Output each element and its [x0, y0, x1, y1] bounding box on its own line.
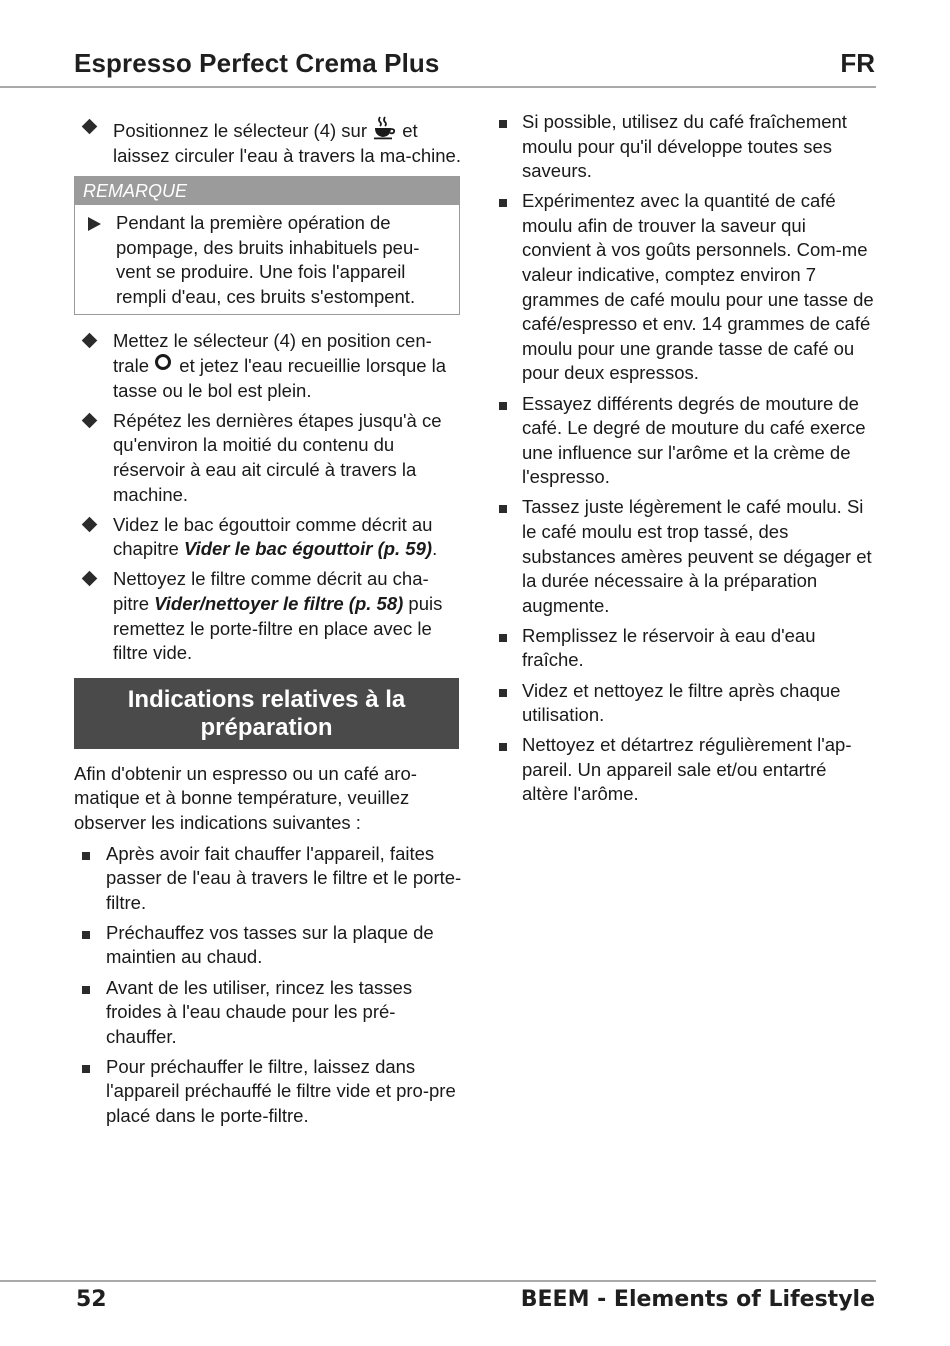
tip-item	[74, 921, 464, 970]
step-text: et jetez l'eau recueillie lorsque la tasse ou le bol est plein.	[113, 355, 447, 401]
section-heading: Indications relatives à la préparation	[74, 678, 459, 749]
tip-text: Pour préchauffer le filtre, laissez dans l'appareil préchauffé le filtre vide et pro-pre placé dans le porte-filtre.	[106, 1055, 456, 1126]
tip-text: Préchauffez vos tasses sur la plaque de maintien au chaud.	[106, 921, 434, 968]
tip-text: Nettoyez et détartrez régulièrement l'ap-pareil. Un appareil sale et/ou entartré altère l'arôme.	[522, 734, 852, 805]
tip-text: Essayez différents degrés de mouture de café. Le degré de mouture du café exerce une influence sur l'arôme et la crème de l'espresso.	[522, 392, 866, 488]
tip-item	[497, 624, 877, 673]
square-bullet-icon	[82, 931, 90, 939]
step-item	[74, 329, 464, 404]
triangle-bullet-icon	[88, 217, 101, 231]
square-bullet-icon	[499, 199, 507, 207]
square-bullet-icon	[499, 120, 507, 128]
tip-text: Videz et nettoyez le filtre après chaque utilisation.	[522, 679, 841, 726]
tip-item	[74, 976, 464, 1050]
step-item	[74, 115, 464, 168]
square-bullet-icon	[499, 743, 507, 751]
note-title: REMARQUE	[75, 177, 459, 205]
step-text: .	[432, 538, 438, 560]
tip-text: Après avoir fait chauffer l'appareil, faites passer de l'eau à travers le filtre et le porte-filtre.	[106, 842, 462, 913]
step-text: Répétez les dernières étapes jusqu'à ce qu'environ la moitié du contenu du réservoir à eau ait circulé à travers la machine.	[113, 409, 442, 505]
tip-item	[497, 189, 877, 386]
step-text: Positionnez le sélecteur (4) sur	[113, 120, 373, 141]
tip-text: Remplissez le réservoir à eau d'eau fraîche.	[522, 624, 816, 671]
step-text: Mettez le sélecteur (4) en position cen-trale	[113, 329, 432, 377]
circle-icon	[154, 353, 174, 375]
coffee-cup-icon	[372, 115, 397, 140]
page-number: 52	[76, 1287, 107, 1312]
step-text: puis remettez le porte-filtre en place avec le filtre vide.	[113, 593, 443, 664]
tip-item	[497, 495, 877, 618]
step-text: et laissez circuler l'eau à travers la ma-chine.	[113, 120, 461, 166]
square-bullet-icon	[499, 505, 507, 513]
footer-divider	[0, 1280, 876, 1282]
tip-item	[497, 679, 877, 728]
note-box	[74, 176, 460, 314]
square-bullet-icon	[499, 402, 507, 410]
square-bullet-icon	[499, 634, 507, 642]
cross-reference-link[interactable]: Vider le bac égouttoir (p. 59)	[183, 538, 433, 560]
step-item	[74, 409, 464, 507]
tip-text: Expérimentez avec la quantité de café moulu afin de trouver la saveur qui convient à vos goûts personnels. Com-me valeur indicative, comptez environ 7 grammes de café moulu pour une tasse de café/espresso et env. 14 grammes de café moulu pour une grande tasse de café ou pour deux espressos.	[522, 190, 874, 384]
tip-item	[497, 392, 877, 490]
tip-item	[497, 110, 877, 184]
language-code: FR	[840, 48, 875, 78]
brand-footer: BEEM - Elements of Lifestyle	[520, 1287, 875, 1312]
note-text: Pendant la première opération de pompage, des bruits inhabituels peu-vent se produire. Une fois l'appareil rempli d'eau, ces bruits s'estompent.	[116, 212, 420, 307]
document-title: Espresso Perfect Crema Plus	[74, 48, 440, 78]
square-bullet-icon	[499, 689, 507, 697]
step-item	[74, 513, 464, 562]
step-item	[74, 567, 464, 665]
tip-text: Tassez juste légèrement le café moulu. Si le café moulu est trop tassé, des substances amères peuvent se dégager et la durée nécessaire à la préparation augmente.	[522, 496, 872, 616]
step-text: Nettoyez le filtre comme décrit au cha-pitre	[113, 568, 429, 614]
tip-item	[74, 1055, 464, 1129]
header-divider	[0, 86, 876, 88]
step-text: Videz le bac égouttoir comme décrit au chapitre	[113, 513, 433, 560]
intro-paragraph: Afin d'obtenir un espresso ou un café aro-matique et à bonne température, veuillez observer les indications suivantes :	[74, 762, 417, 833]
cross-reference-link[interactable]: Vider/nettoyer le filtre (p. 58)	[154, 593, 404, 614]
right-column	[497, 110, 877, 813]
square-bullet-icon	[82, 986, 90, 994]
square-bullet-icon	[82, 1065, 90, 1073]
tip-item	[74, 842, 464, 916]
square-bullet-icon	[82, 852, 90, 860]
tip-item	[497, 733, 877, 807]
left-column	[74, 115, 464, 1134]
tip-text: Si possible, utilisez du café fraîchement moulu pour qu'il développe toutes ses saveurs.	[522, 111, 847, 182]
tip-text: Avant de les utiliser, rincez les tasses froides à l'eau chaude pour les pré-chauffer.	[106, 976, 413, 1047]
